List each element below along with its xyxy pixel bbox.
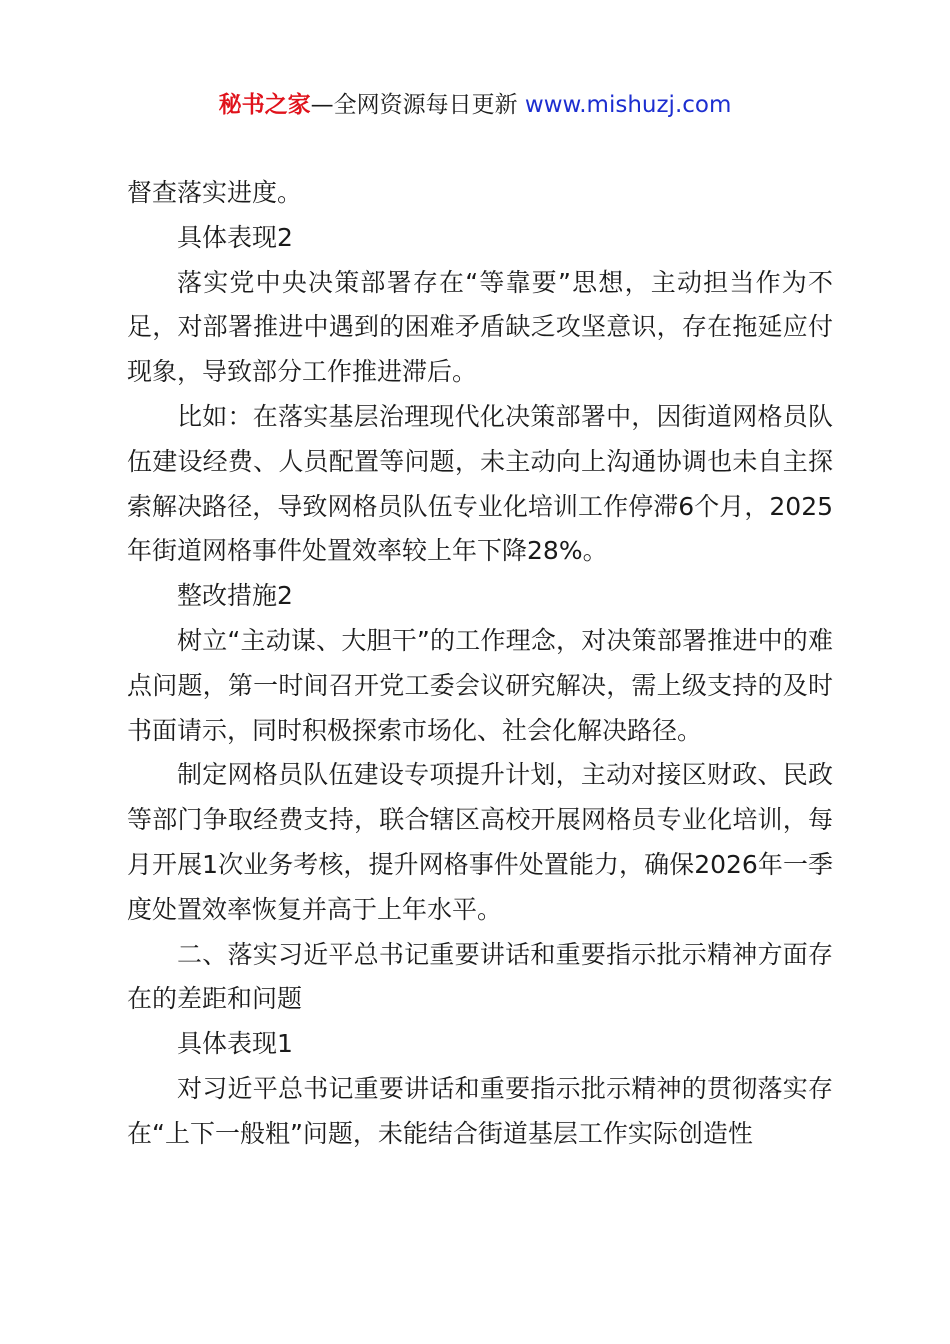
paragraph: 落实党中央决策部署存在“等靠要”思想，主动担当作为不足，对部署推进中遇到的困难矛盾缺乏攻坚意识，存在拖延应付现象，导致部分工作推进滞后。 <box>127 267 833 387</box>
site-url-link[interactable]: www.mishuzj.com <box>524 92 732 118</box>
paragraph: 树立“主动谋、大胆干”的工作理念，对决策部署推进中的难点问题，第一时间召开党工委会议研究解决，需上级支持的及时书面请示，同时积极探索市场化、社会化解决路径。 <box>127 625 833 745</box>
section-heading: 具体表现1 <box>177 1029 293 1059</box>
section-heading: 整改措施2 <box>177 581 293 611</box>
chapter-heading: 二、落实习近平总书记重要讲话和重要指示批示精神方面存在的差距和问题 <box>127 939 833 1014</box>
paragraph: 比如：在落实基层治理现代化决策部署中，因街道网格员队伍建设经费、人员配置等问题，未主动向上沟通协调也未自主探索解决路径，导致网格员队伍专业化培训工作停滞6个月，2025年街道网格事件处置效率较上年下降28%。 <box>127 401 833 566</box>
section-heading: 具体表现2 <box>177 222 293 252</box>
header-tagline: —全网资源每日更新 <box>310 92 525 118</box>
site-header <box>0 89 950 121</box>
paragraph: 制定网格员队伍建设专项提升计划，主动对接区财政、民政等部门争取经费支持，联合辖区高校开展网格员专业化培训，每月开展1次业务考核，提升网格事件处置能力，确保2026年一季度处置效率恢复并高于上年水平。 <box>127 760 833 924</box>
paragraph-continuation: 督查落实进度。 <box>127 178 303 207</box>
brand-name: 秘书之家 <box>218 92 311 118</box>
document-body <box>127 171 833 1157</box>
paragraph: 对习近平总书记重要讲话和重要指示批示精神的贯彻落实存在“上下一般粗”问题，未能结合街道基层工作实际创造性 <box>127 1073 833 1148</box>
